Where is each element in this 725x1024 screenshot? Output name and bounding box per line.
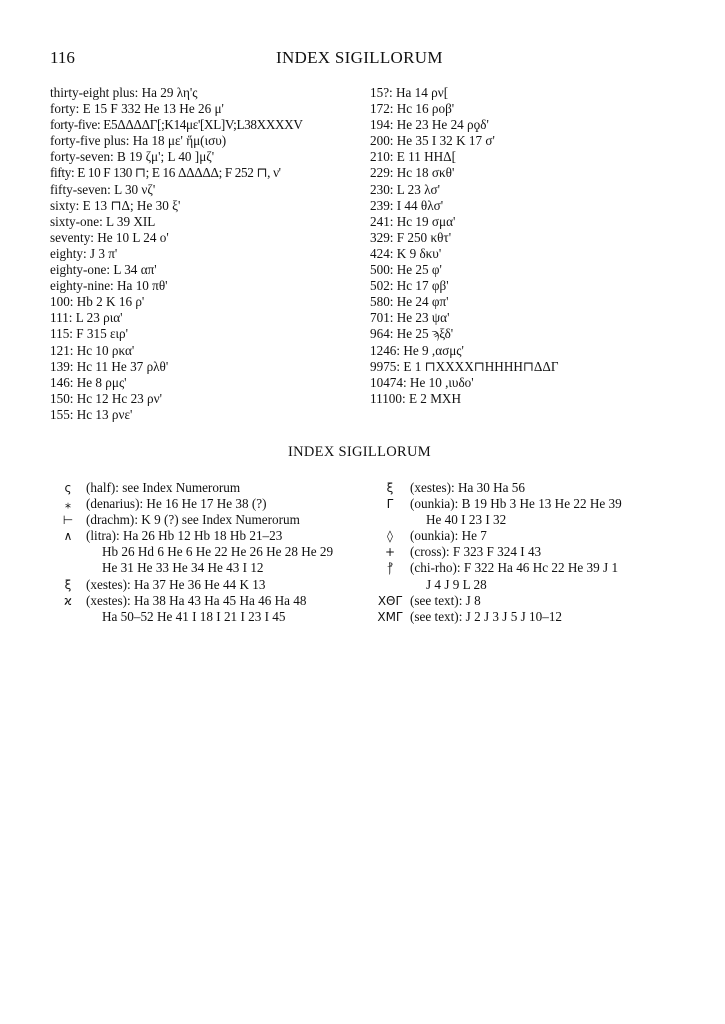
- xestes-sign-icon: ξ: [64, 577, 72, 592]
- sigillum-line: (xestes): Ha 37 He 36 He 44 K 13: [86, 576, 266, 592]
- sigillum-text: [86, 528, 360, 576]
- index-entry: eighty-nine: Ha 10 πθ': [50, 278, 168, 294]
- running-head: INDEX SIGILLORUM: [276, 48, 443, 67]
- xestes-sign-icon: ξ: [386, 481, 394, 495]
- index-entry: 229: Hc 18 σκθ': [370, 165, 455, 181]
- sigillum-text: [86, 593, 360, 625]
- sigillum-entry: [50, 512, 360, 528]
- sigillum-line: (drachm): K 9 (?) see Index Numerorum: [86, 512, 300, 528]
- denarius-sign-icon: ⁎: [65, 497, 71, 512]
- index-entry: 964: He 25 ϡξδ': [370, 326, 454, 342]
- index-entry: 172: Hc 16 ροβ': [370, 101, 455, 117]
- xmu-gamma-sign-icon: XMΓ: [377, 609, 403, 624]
- index-entry: 194: He 23 He 24 ρϙδ': [370, 117, 489, 133]
- index-entry: 155: Hc 13 ρνε': [50, 406, 133, 422]
- half-sign-icon: ς: [64, 481, 72, 495]
- sigillum-entry: [370, 528, 690, 544]
- sigillum-text: [86, 512, 360, 528]
- sigillum-entry: [50, 577, 360, 593]
- sigillum-line: (half): see Index Numerorum: [86, 480, 241, 495]
- index-entry: 11100: E 2 MXH: [370, 390, 461, 406]
- index-entry: 150: Hc 12 Hc 23 ρν': [50, 390, 162, 406]
- sigillum-entry: [370, 480, 690, 496]
- index-entry: 9975: E 1 ⊓XXXX⊓ΗΗΗΗ⊓ΔΔΓ: [370, 358, 559, 374]
- sigillum-text: [410, 593, 690, 609]
- index-entry: seventy: He 10 L 24 ο': [50, 229, 169, 245]
- sigillum-line: Ha 50–52 He 41 I 18 I 21 I 23 I 45: [102, 608, 286, 624]
- index-entry: 241: Hc 19 σμα': [370, 213, 456, 229]
- sigillum-entry: [370, 593, 690, 609]
- index-entry: 239: I 44 θλσ': [370, 197, 444, 213]
- sigillum-entry: [50, 480, 360, 496]
- index-entry: eighty: J 3 π': [50, 245, 118, 261]
- sigillum-entry: [370, 496, 690, 528]
- sigillum-line: J 4 J 9 L 28: [426, 576, 487, 592]
- index-entry: forty-five plus: Ha 18 με' ἥμ(ισυ): [50, 133, 227, 149]
- cross-sign-icon: +: [384, 545, 396, 560]
- index-entry: sixty-one: L 39 XIL: [50, 213, 156, 229]
- index-entry: 200: He 35 I 32 K 17 σ': [370, 133, 495, 149]
- drachm-sign-icon: ⊢: [62, 513, 74, 528]
- sigillum-line: (see text): J 2 J 3 J 5 J 10–12: [410, 608, 563, 624]
- index-entry: forty-seven: B 19 ζμ'; L 40 ]μζ': [50, 149, 215, 165]
- index-entry: 424: K 9 δκυ': [370, 245, 442, 261]
- sigillum-text: [410, 496, 690, 528]
- numerorum-left-column: [50, 85, 360, 423]
- sigillum-entry: [370, 544, 690, 560]
- sigillum-line: (xestes): Ha 38 Ha 43 Ha 45 Ha 46 Ha 48: [86, 592, 307, 608]
- xestes-alt-sign-icon: ϰ: [64, 593, 72, 608]
- sigillum-entry: [370, 609, 690, 625]
- sigillum-line: (ounkia): He 7: [410, 528, 487, 544]
- index-entry: 15?: Ha 14 ρν[: [370, 85, 449, 100]
- ounkia-alt-sign-icon: ◊: [387, 529, 393, 544]
- index-entry: 580: He 24 φπ': [370, 294, 449, 310]
- index-entry: eighty-one: L 34 απ': [50, 262, 157, 278]
- index-entry: 210: E 11 ΗΗΔ[: [370, 149, 457, 165]
- index-entry: 329: F 250 κθτ': [370, 229, 452, 245]
- sigillum-line: (xestes): Ha 30 Ha 56: [410, 480, 525, 495]
- sigillum-entry: [50, 593, 360, 625]
- sigillum-line: He 40 I 23 I 32: [426, 512, 507, 528]
- sigillum-text: [410, 480, 690, 496]
- index-entry: 121: Hc 10 ρκα': [50, 342, 135, 358]
- sigillum-entry: [50, 496, 360, 512]
- sigillum-text: [410, 544, 690, 560]
- sigillum-line: Hb 26 Hd 6 He 6 He 22 He 26 He 28 He 29: [102, 544, 334, 560]
- index-entry: 111: L 23 ρια': [50, 310, 123, 326]
- index-entry: sixty: E 13 ⊓Δ; He 30 ξ': [50, 197, 181, 213]
- index-entry: 146: He 8 ρμς': [50, 374, 127, 390]
- chi-rho-sign-icon: ⳨: [387, 561, 393, 576]
- section-title: INDEX SIGILLORUM: [288, 444, 431, 460]
- ounkia-sign-icon: Γ: [386, 497, 394, 512]
- index-entry: 139: Hc 11 He 37 ρλθ': [50, 358, 169, 374]
- sigillum-line: He 31 He 33 He 34 He 43 I 12: [102, 560, 264, 576]
- sigillum-text: [86, 577, 360, 593]
- litra-sign-icon: ∧: [63, 529, 73, 544]
- sigillum-line: (cross): F 323 F 324 I 43: [410, 544, 542, 560]
- index-entry: 701: He 23 ψα': [370, 310, 450, 326]
- sigillum-line: (see text): J 8: [410, 592, 481, 608]
- page-number: 116: [50, 48, 75, 67]
- sigillum-text: [410, 560, 690, 592]
- index-entry: fifty: E 10 F 130 ⊓; E 16 ΔΔΔΔΔ; F 252 ⊓, ν': [50, 165, 281, 181]
- index-entry: thirty-eight plus: Ha 29 λη'ς: [50, 85, 198, 100]
- index-entry: forty-five: E5ΔΔΔΔΓ[;K14με'[XL]V;L38XXXXV: [50, 117, 303, 133]
- numerorum-right-column: [370, 85, 680, 407]
- index-entry: 1246: He 9 ,ασμς': [370, 342, 464, 358]
- sigillorum-left-column: [50, 480, 360, 625]
- sigillum-line: (chi-rho): F 322 Ha 46 Hc 22 He 39 J 1: [410, 560, 619, 576]
- index-entry: 502: Hc 17 φβ': [370, 278, 449, 294]
- index-entry: 115: F 315 ειρ': [50, 326, 129, 342]
- sigillorum-right-column: [370, 480, 690, 625]
- sigillum-entry: [370, 560, 690, 592]
- index-entry: 230: L 23 λσ': [370, 181, 440, 197]
- sigillum-text: [86, 496, 360, 512]
- sigillum-entry: [50, 528, 360, 576]
- index-entry: forty: E 15 F 332 He 13 He 26 μ': [50, 101, 224, 117]
- sigillum-text: [410, 609, 690, 625]
- sigillum-line: (litra): Ha 26 Hb 12 Hb 18 Hb 21–23: [86, 528, 283, 544]
- index-entry: 10474: He 10 ,ιυδο': [370, 374, 474, 390]
- xtheta-gamma-sign-icon: XΘΓ: [377, 593, 403, 608]
- index-entry: fifty-seven: L 30 νζ': [50, 181, 156, 197]
- index-entry: 500: He 25 φ': [370, 262, 442, 278]
- sigillum-line: (denarius): He 16 He 17 He 38 (?): [86, 496, 267, 512]
- sigillum-text: [410, 528, 690, 544]
- sigillum-line: (ounkia): B 19 Hb 3 He 13 He 22 He 39: [410, 496, 622, 512]
- index-entry: 100: Hb 2 K 16 ρ': [50, 294, 145, 310]
- sigillum-text: [86, 480, 360, 496]
